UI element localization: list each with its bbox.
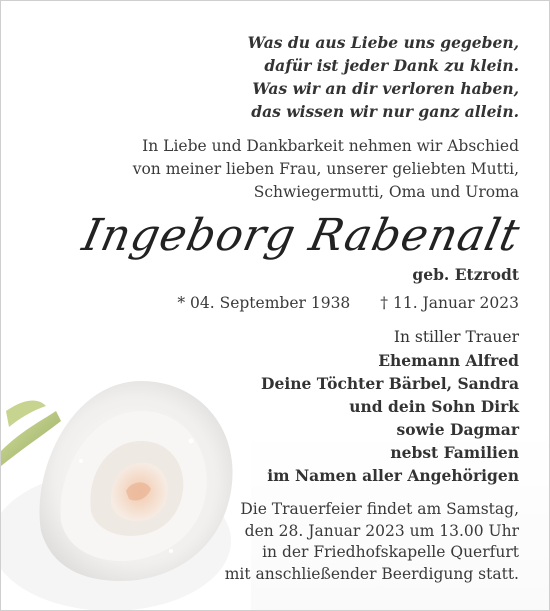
mourner-line: Ehemann Alfred (378, 351, 519, 370)
death-date: † 11. Januar 2023 (380, 294, 519, 312)
mourner-line: nebst Familien (390, 443, 519, 462)
mourner-line: Deine Töchter Bärbel, Sandra (261, 374, 519, 393)
deceased-name: Ingeborg Rabenalt (78, 210, 525, 261)
funeral-line: in der Friedhofskapelle Querfurt (262, 543, 519, 561)
funeral-line: mit anschließender Beerdigung statt. (224, 564, 519, 583)
funeral-line: den 28. Januar 2023 um 13.00 Uhr (244, 521, 519, 540)
mourner-line: sowie Dagmar (396, 420, 519, 439)
poem-line: Was du aus Liebe uns gegeben, (247, 33, 519, 52)
maiden-name: geb. Etzrodt (412, 265, 519, 284)
birth-date: * 04. September 1938 (177, 294, 351, 312)
funeral-info (49, 499, 519, 585)
poem (49, 31, 519, 123)
poem-line: Was wir an dir verloren haben, (252, 79, 519, 98)
life-dates (49, 292, 519, 314)
intro-line: Schwiegermutti, Oma und Uroma (253, 183, 519, 201)
farewell-intro (49, 135, 519, 204)
poem-line: dafür ist jeder Dank zu klein. (264, 56, 519, 75)
intro-line: In Liebe und Dankbarkeit nehmen wir Abschied (142, 137, 519, 155)
mourner-line: im Namen aller Angehörigen (267, 466, 519, 485)
obituary-text (49, 31, 525, 585)
mourners-intro: In stiller Trauer (393, 328, 519, 346)
mourners-list (49, 326, 519, 487)
funeral-line: Die Trauerfeier findet am Samstag, (240, 500, 519, 518)
mourner-line: und dein Sohn Dirk (349, 397, 519, 416)
intro-line: von meiner lieben Frau, unserer geliebten Mutti, (132, 160, 519, 178)
poem-line: das wissen wir nur ganz allein. (251, 102, 519, 121)
